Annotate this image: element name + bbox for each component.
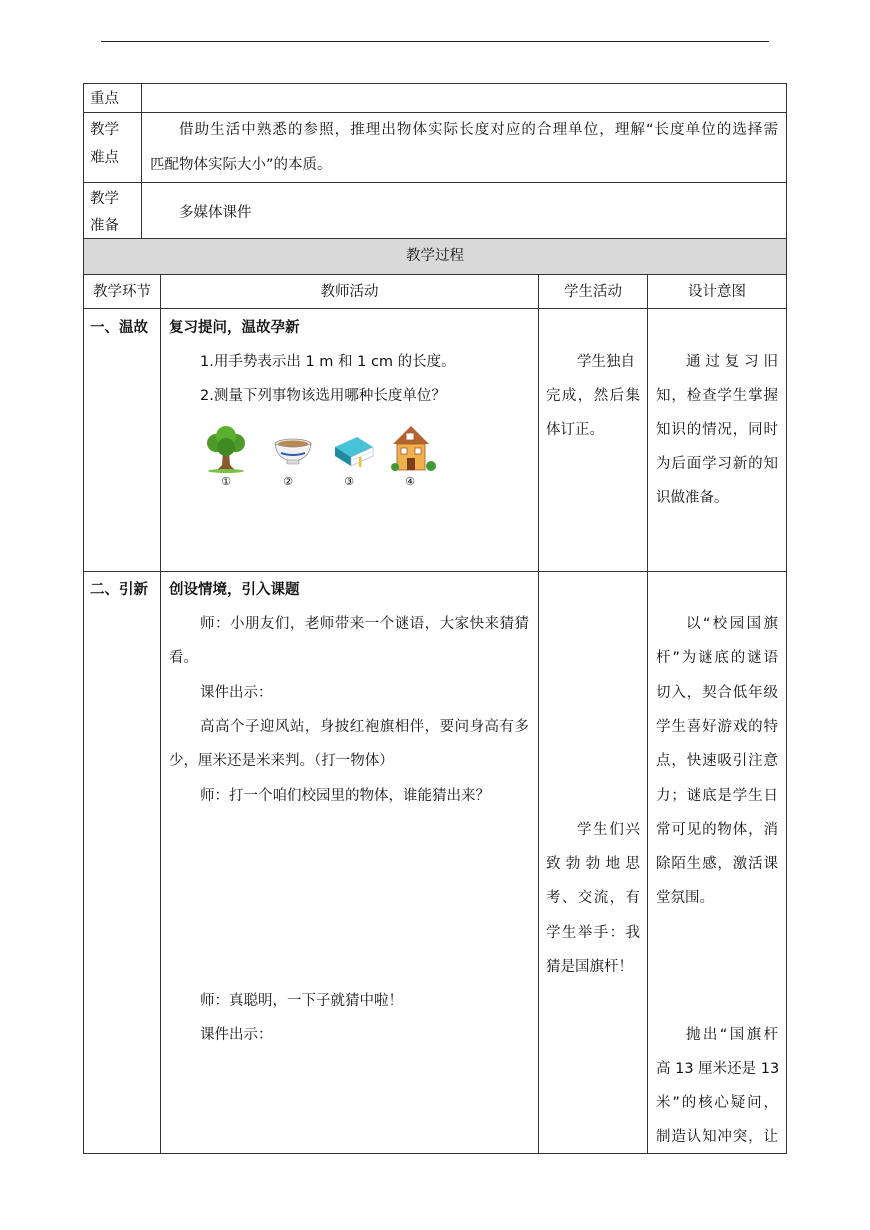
s2-student-2: 致勃勃地思 <box>546 856 640 872</box>
s2-student-3: 考、交流，有 <box>546 890 640 906</box>
section1-q2: 2.测量下列事物该选用哪种长度单位？ <box>200 388 446 404</box>
difficulty-text-2: 匹配物体实际大小”的本质。 <box>150 157 332 173</box>
s2-p1-line2: 看。 <box>169 650 198 666</box>
s1-intent-4: 为后面学习新的知 <box>656 456 778 472</box>
col-student: 学生活动 <box>564 284 622 300</box>
s2-intent1-9: 堂氛围。 <box>656 890 714 906</box>
s2-intent2-3: 米”的核心疑问， <box>656 1095 778 1111</box>
section2-title: 创设情境，引入课题 <box>169 582 300 598</box>
book-icon <box>331 433 375 473</box>
s1-intent-5: 识做准备。 <box>656 490 729 506</box>
s2-intent2-2: 高 13 厘米还是 13 <box>656 1061 780 1077</box>
s2-student-5: 猜是国旗杆！ <box>546 959 633 975</box>
s2-p2: 课件出示： <box>200 685 273 701</box>
s1-intent-2: 知，检查学生掌握 <box>656 388 778 404</box>
s2-intent2-4: 制造认知冲突，让 <box>656 1129 778 1145</box>
s2-p3-line2: 少，厘米还是米来判。（打一物体） <box>169 753 394 769</box>
section1-title: 复习提问，温故孕新 <box>169 320 300 336</box>
s2-student-1: 学生们兴 <box>577 822 640 838</box>
s2-intent1-3: 切入，契合低年级 <box>656 685 778 701</box>
s2-intent1-6: 力；谜底是学生日 <box>656 788 778 804</box>
s2-intent1-7: 常可见的物体，消 <box>656 822 778 838</box>
tree-icon <box>204 425 248 477</box>
s1-student-2: 完成，然后集 <box>546 388 640 404</box>
s2-intent1-5: 点，快速吸引注意 <box>656 753 778 769</box>
preparation-content: 多媒体课件 <box>179 205 252 221</box>
preparation-label-2: 准备 <box>90 218 119 234</box>
col-teacher: 教师活动 <box>320 284 379 300</box>
s1-intent-1: 通过复习旧 <box>686 354 778 370</box>
picture-number-2: ② <box>283 475 293 488</box>
key-point-label: 重点 <box>90 91 119 107</box>
difficulty-label-1: 教学 <box>90 122 119 138</box>
col-intent: 设计意图 <box>688 284 746 300</box>
preparation-label-1: 教学 <box>90 191 119 207</box>
stage-review: 一、温故 <box>90 320 148 336</box>
header-rule <box>101 41 769 42</box>
s2-p3-line1: 高高个子迎风站，身披红袍旗相伴，要问身高有多 <box>200 719 529 735</box>
picture-number-1: ① <box>221 475 231 488</box>
s2-student-4: 学生举手：我 <box>546 925 640 941</box>
bowl-icon <box>273 436 313 470</box>
house-icon <box>391 424 437 476</box>
s2-p4: 师：打一个咱们校园里的物体，谁能猜出来？ <box>200 788 490 804</box>
s2-p6: 课件出示： <box>200 1027 273 1043</box>
s2-intent1-8: 除陌生感，激活课 <box>656 856 778 872</box>
s1-student-1: 学生独自 <box>577 354 635 370</box>
s2-intent1-4: 学生喜好游戏的特 <box>656 719 778 735</box>
section1-q1: 1.用手势表示出 1 m 和 1 cm 的长度。 <box>200 354 456 370</box>
stage-introduce: 二、引新 <box>90 582 148 598</box>
s2-intent1-2: 杆”为谜底的谜语 <box>656 650 778 666</box>
s1-student-3: 体订正。 <box>546 422 604 438</box>
s2-intent2-1: 抛出“国旗杆 <box>686 1027 778 1043</box>
difficulty-text-1: 借助生活中熟悉的参照，推理出物体实际长度对应的合理单位，理解“长度单位的选择需 <box>179 122 778 138</box>
col-stage: 教学环节 <box>93 284 151 300</box>
difficulty-label-2: 难点 <box>90 150 119 166</box>
s2-intent1-1: 以“校园国旗 <box>686 616 778 632</box>
process-header: 教学过程 <box>406 248 464 264</box>
s1-intent-3: 知识的情况，同时 <box>656 422 778 438</box>
s2-p5: 师：真聪明，一下子就猜中啦！ <box>200 993 403 1009</box>
picture-number-4: ④ <box>405 475 415 488</box>
picture-number-3: ③ <box>344 475 354 488</box>
s2-p1-line1: 师：小朋友们，老师带来一个谜语，大家快来猜猜 <box>200 616 529 632</box>
